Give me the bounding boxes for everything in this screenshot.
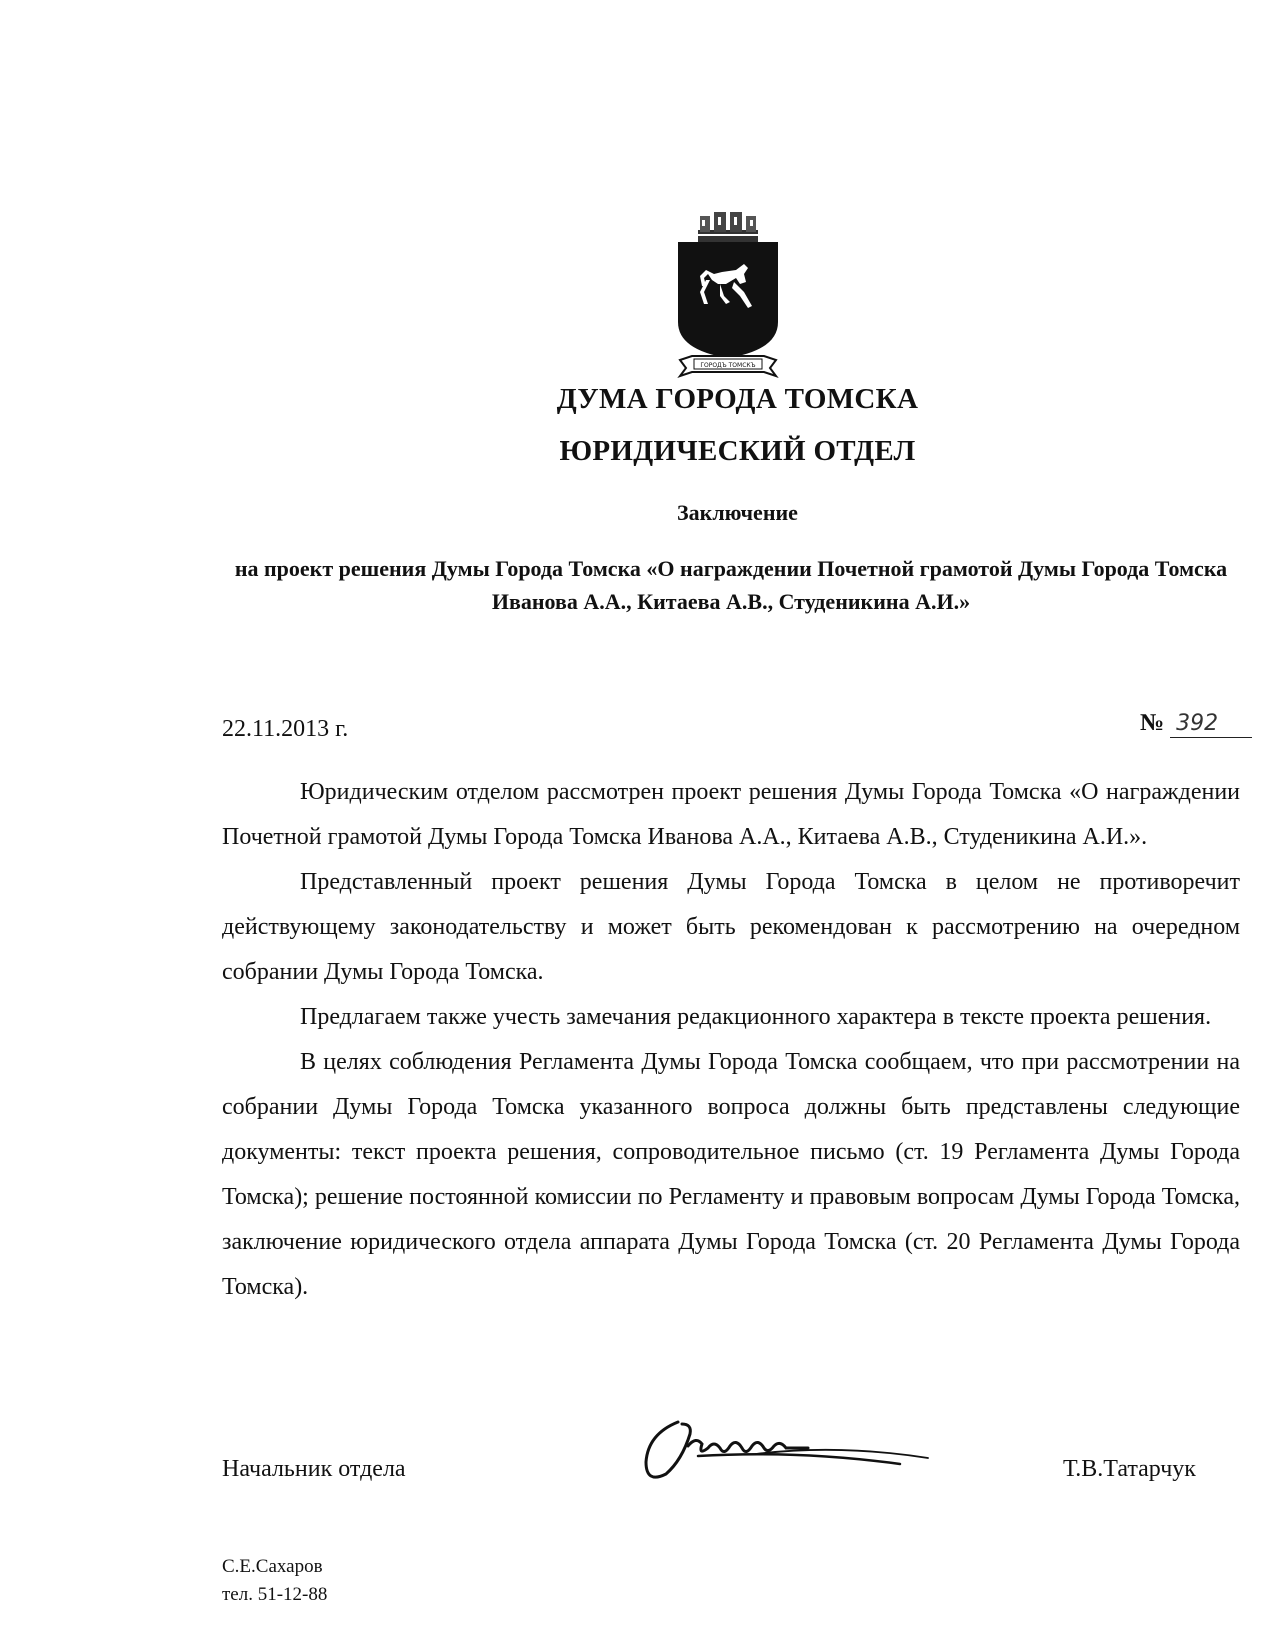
- body-paragraph: Представленный проект решения Думы Города Томска в целом не противоречит действующему законодательству и может быть рекомендован к рассмотрению на очередном собрании Думы Города Томска.: [222, 869, 1240, 985]
- emblem-motto: ГОРОДЪ ТОМСКЪ: [700, 362, 756, 369]
- body-paragraph: Предлагаем также учесть замечания редакционного характера в тексте проекта решения.: [300, 1004, 1212, 1030]
- body-paragraph: Юридическим отделом рассмотрен проект решения Думы Города Томска «О награждении Почетной грамотой Думы Города Томска Иванова А.А., Китаева А.В., Студеникина А.И.».: [222, 779, 1240, 850]
- executor-block: [222, 1553, 327, 1609]
- ribbon-banner: [680, 356, 776, 376]
- executor-name: С.Е.Сахаров: [222, 1556, 323, 1577]
- organization-name: ДУМА ГОРОДА ТОМСКА: [556, 383, 919, 415]
- number-label: №: [1140, 710, 1165, 736]
- executor-phone: тел. 51-12-88: [222, 1584, 328, 1605]
- document-date: 22.11.2013 г.: [222, 716, 349, 742]
- signatory-position: Начальник отдела: [222, 1456, 406, 1482]
- document-number: [1140, 710, 1252, 738]
- body-paragraph: В целях соблюдения Регламента Думы Города Томска сообщаем, что при рассмотрении на собрании Думы Города Томска указанного вопроса должны быть представлены следующие документы: текст проекта решения, сопроводительное письмо (ст. 19 Регламента Думы Города Томска); решение постоянной комиссии по Регламенту и правовым вопросам Думы Города Томска, заключение юридического отдела аппарата Думы Города Томска (ст. 20 Регламента Думы Города Томска).: [222, 1049, 1240, 1300]
- document-title: Заключение: [677, 500, 798, 525]
- number-value: 392: [1170, 711, 1252, 738]
- signatory-name: Т.В.Татарчук: [1063, 1456, 1196, 1482]
- crown-icon: [698, 212, 758, 244]
- document-subject: на проект решения Думы Города Томска «О награждении Почетной грамотой Думы Города Томска Иванова А.А., Китаева А.В., Студеникина А.И.»: [234, 556, 1228, 614]
- coat-of-arms-emblem: [674, 212, 782, 380]
- document-body: [222, 770, 1240, 1310]
- handwritten-signature: [638, 1404, 938, 1494]
- department-name: ЮРИДИЧЕСКИЙ ОТДЕЛ: [559, 435, 916, 467]
